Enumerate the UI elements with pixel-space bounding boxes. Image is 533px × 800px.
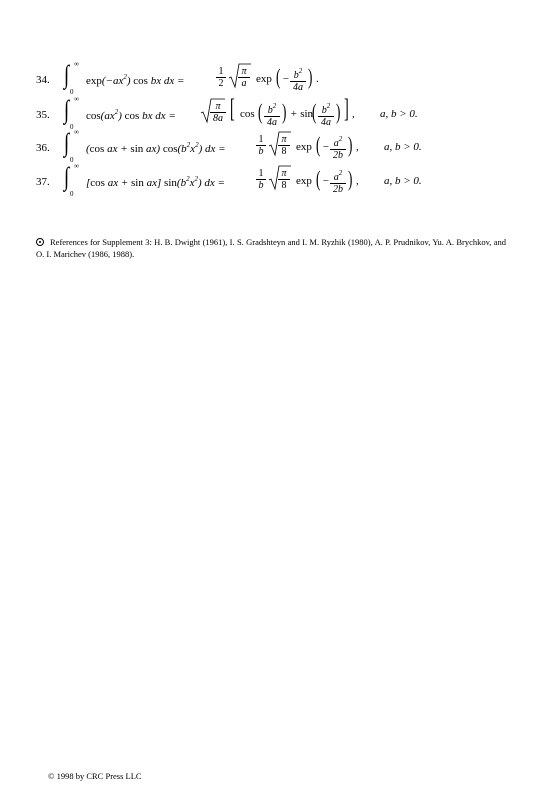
integral-sign: ∫ xyxy=(64,60,70,89)
close-paren: ) xyxy=(282,99,287,124)
integral-sign: ∫ xyxy=(64,162,70,191)
open-paren: ( xyxy=(316,166,321,191)
integral-sign: ∫ xyxy=(64,128,70,157)
references-note xyxy=(36,236,506,260)
bullet-icon xyxy=(36,238,44,246)
integral-sign: ∫ xyxy=(64,95,70,124)
equation-number: 34. xyxy=(36,74,50,86)
equation-35: 35. ∫ ∞ 0 $\cos(ax^2)$ cos bx dx = $\frac{\pi}{8a}$ [ cos ( $\frac{b^2}{4a}$ ) + sin ( $\frac{b^2}{4a}$ ) ] , a, b > 0. xyxy=(36,94,418,131)
condition: a, b > 0. xyxy=(384,175,422,187)
close-paren: ) xyxy=(348,166,353,191)
open-paren: ( xyxy=(316,132,321,157)
integrand: (cos ax + sin ax) $\cos(b^2x^2)$ dx = xyxy=(86,141,226,155)
integrand: [cos ax + sin ax] $\sin(b^2x^2)$ dx = xyxy=(86,175,225,189)
fraction-pi-over-8a: $\frac{\pi}{8a}$ xyxy=(210,101,226,124)
open-paren: ( xyxy=(276,64,281,89)
fraction-pi-over-8: $\frac{\pi}{8}$ xyxy=(278,168,290,191)
lower-limit: 0 xyxy=(70,190,74,198)
lower-limit: 0 xyxy=(70,156,74,164)
integrand: $\cos(ax^2)$ cos bx dx = xyxy=(86,108,176,122)
fraction-a2-2b: $\frac{a^2}{2b}$ xyxy=(330,168,346,195)
equation-37: 37. ∫ ∞ 0 [cos ax + sin ax] $\sin(b^2x^2)$ dx = $\frac{1}{b}$ $\frac{\pi}{8}$ exp ( − $\frac{a^2}{2b}$ ) , a, b > 0. xyxy=(36,162,422,198)
equation-34: 34. ∫ ∞ 0 $\exp(-ax^2)$ cos bx dx = $\frac{1}{2}$ $\frac{\pi}{a}$ exp ( − $\frac{b^2}{4a}$ ) . xyxy=(36,60,319,96)
close-paren: ) xyxy=(308,64,313,89)
fraction-1-over-b: $\frac{1}{b}$ xyxy=(256,134,266,157)
fraction-b2-4a: $\frac{b^2}{4a}$ xyxy=(290,66,306,93)
close-bracket: ] xyxy=(344,94,349,123)
fraction-pi-over-a: $\frac{\pi}{a}$ xyxy=(238,66,250,89)
equation-number: 35. xyxy=(36,109,50,121)
integrand: $\exp(-ax^2)$ cos bx dx = xyxy=(86,73,185,87)
fraction-a2-2b: $\frac{a^2}{2b}$ xyxy=(330,134,346,161)
close-paren: ) xyxy=(348,132,353,157)
fraction-b2-4a: $\frac{b^2}{4a}$ xyxy=(318,101,334,128)
fraction-1-over-b: $\frac{1}{b}$ xyxy=(256,168,266,191)
upper-limit: ∞ xyxy=(74,60,79,68)
exp-label: exp xyxy=(296,175,312,187)
close-paren: ) xyxy=(336,99,341,124)
terminal-period: . xyxy=(316,73,319,85)
fraction-half: $\frac{1}{2}$ xyxy=(216,66,226,89)
lower-limit: 0 xyxy=(70,123,74,131)
equation-number: 36. xyxy=(36,142,50,154)
fraction-b2-4a: $\frac{b^2}{4a}$ xyxy=(264,101,280,128)
fraction-pi-over-8: $\frac{\pi}{8}$ xyxy=(278,134,290,157)
equation-number: 37. xyxy=(36,176,50,188)
open-bracket: [ xyxy=(230,94,235,123)
open-paren: ( xyxy=(312,99,317,124)
references-text: References for Supplement 3: H. B. Dwight (1961), I. S. Gradshteyn and I. M. Ryzhik (1980), A. P. Prudnikov, Yu. A. Brychkov, and O. I. Marichev (1986, 1988). xyxy=(36,237,506,259)
upper-limit: ∞ xyxy=(74,95,79,103)
upper-limit: ∞ xyxy=(74,162,79,170)
equation-36: 36. ∫ ∞ 0 (cos ax + sin ax) $\cos(b^2x^2)$ dx = $\frac{1}{b}$ $\frac{\pi}{8}$ exp ( − $\frac{a^2}{2b}$ ) , a, b > 0. xyxy=(36,128,422,164)
upper-limit: ∞ xyxy=(74,128,79,136)
copyright-footer: © 1998 by CRC Press LLC xyxy=(48,771,142,781)
condition: a, b > 0. xyxy=(380,108,418,120)
exp-label: exp xyxy=(296,141,312,153)
condition: a, b > 0. xyxy=(384,141,422,153)
lower-limit: 0 xyxy=(70,88,74,96)
open-paren: ( xyxy=(258,99,263,124)
exp-label: exp xyxy=(256,73,272,85)
